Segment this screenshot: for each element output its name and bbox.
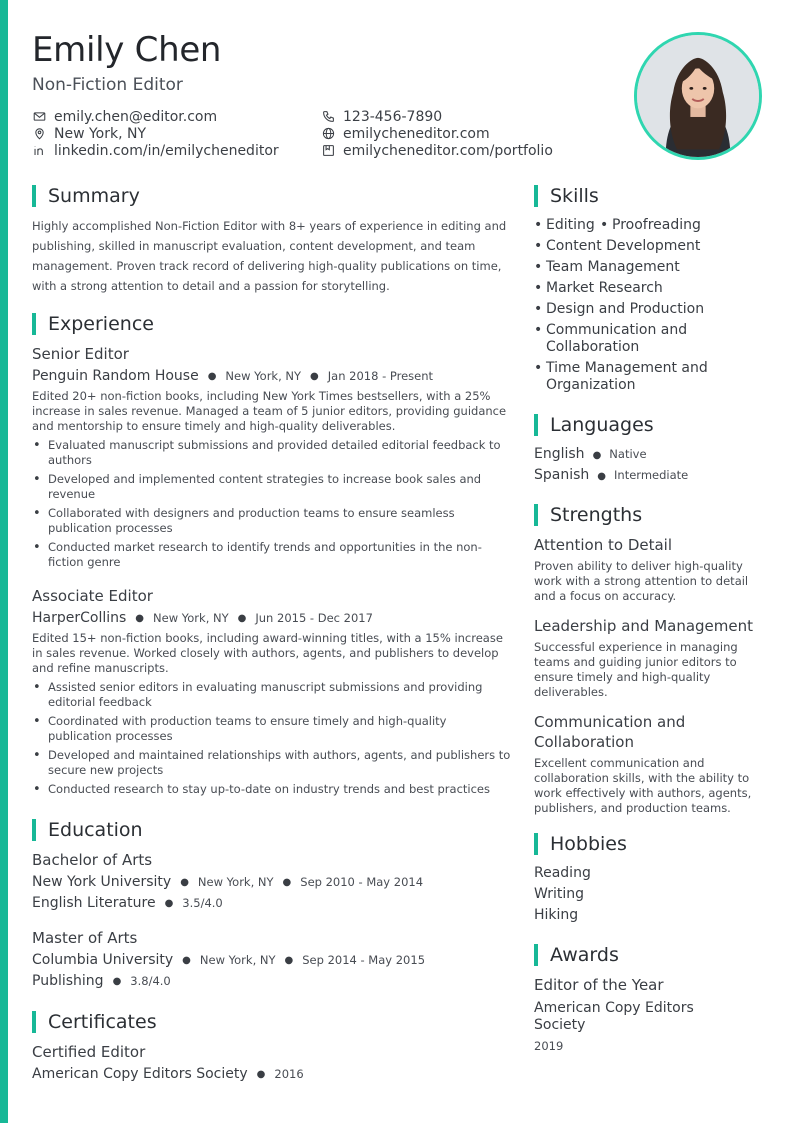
candidate-name: Emily Chen — [32, 30, 222, 70]
contact-list-left — [32, 108, 279, 159]
education-meta: New York University ● New York, NY ● Sep 2010 - May 2014 — [32, 874, 424, 890]
skill-item: • Team Management — [534, 259, 680, 276]
section-title-strengths — [534, 504, 642, 526]
list-item: • Conducted research to stay up-to-date on industry trends and best practices — [32, 782, 512, 797]
language-item: English ● Native — [534, 446, 647, 462]
section-title-languages — [534, 414, 654, 436]
contact-email[interactable] — [32, 108, 279, 125]
hobby-item: Reading — [534, 865, 591, 881]
award-title: Editor of the Year — [534, 976, 664, 994]
job-meta: HarperCollins ● New York, NY ● Jun 2015 - Dec 2017 — [32, 610, 373, 626]
skill-item: • Communication and Collaboration — [534, 322, 714, 356]
job-dates: Jun 2015 - Dec 2017 — [255, 611, 373, 625]
section-title-text: Hobbies — [550, 833, 627, 855]
education-dates: Sep 2014 - May 2015 — [302, 953, 426, 967]
section-accent — [32, 313, 36, 335]
education-field: Publishing ● 3.8/4.0 — [32, 973, 171, 989]
contact-linkedin-text: linkedin.com/in/emilycheneditor — [54, 142, 279, 159]
language-level: Intermediate — [614, 468, 689, 482]
education-dates: Sep 2010 - May 2014 — [300, 875, 424, 889]
skill-item: • Content Development — [534, 238, 700, 255]
section-accent — [534, 944, 538, 966]
section-accent — [534, 504, 538, 526]
job-dates: Jan 2018 - Present — [327, 369, 434, 383]
list-item: • Evaluated manuscript submissions and provided detailed editorial feedback to authors — [32, 438, 502, 468]
skill-item: • Proofreading — [600, 217, 701, 234]
contact-portfolio[interactable] — [321, 142, 553, 159]
award-issuer: American Copy Editors Society — [534, 1000, 694, 1033]
contact-list-right — [321, 108, 553, 159]
section-title-text: Education — [48, 819, 143, 841]
section-accent — [534, 833, 538, 855]
job-company: Penguin Random House — [32, 368, 199, 384]
section-title-skills — [534, 185, 599, 207]
section-title-text: Experience — [48, 313, 154, 335]
gpa: 3.8/4.0 — [130, 974, 171, 988]
list-item: • Collaborated with designers and production teams to ensure seamless publication processes — [32, 506, 502, 536]
job-bullets — [32, 438, 502, 574]
list-item: • Conducted market research to identify trends and opportunities in the non-fiction genre — [32, 540, 502, 570]
degree-title: Bachelor of Arts — [32, 851, 153, 869]
section-accent — [32, 819, 36, 841]
job-description: Edited 20+ non-fiction books, including New York Times bestsellers, with a 25% increase in sales revenue. Managed a team of 5 junior editors, providing guidance and mentorship to ensure timely and high-quality deliverables. — [32, 389, 507, 433]
contact-location-text: New York, NY — [54, 125, 147, 142]
contact-website-text: emilycheneditor.com — [343, 125, 490, 142]
globe-icon — [321, 127, 335, 141]
certificate-name: Certified Editor — [32, 1043, 146, 1061]
language-level: Native — [609, 447, 647, 461]
section-title-experience — [32, 313, 154, 335]
list-item: • Developed and implemented content strategies to increase book sales and revenue — [32, 472, 502, 502]
contact-location — [32, 125, 279, 142]
gpa: 3.5/4.0 — [182, 896, 223, 910]
mail-icon — [32, 110, 46, 124]
section-accent — [534, 185, 538, 207]
linkedin-icon — [32, 144, 46, 158]
contact-email-text: emily.chen@editor.com — [54, 108, 218, 125]
hobby-item: Hiking — [534, 907, 579, 923]
strength-text: Successful experience in managing teams and guiding junior editors to ensure timely and high-quality deliverables. — [534, 640, 738, 699]
school-name: New York University — [32, 874, 172, 890]
summary-text: Highly accomplished Non-Fiction Editor with 8+ years of experience in editing and publishing, skilled in manuscript evaluation, content development, and team management. Proven track record of delivering high-quality publications on time, with a strong attention to detail and a passion for storytelling. — [32, 219, 507, 293]
skill-item: • Editing — [534, 217, 595, 234]
job-bullets — [32, 680, 512, 801]
skill-item: • Market Research — [534, 280, 663, 297]
field-of-study: Publishing — [32, 973, 104, 989]
certificate-issuer: American Copy Editors Society — [32, 1066, 248, 1082]
section-title-education — [32, 819, 143, 841]
skill-item: • Time Management and Organization — [534, 360, 724, 394]
certificate-year: 2016 — [274, 1067, 304, 1081]
job-location: New York, NY — [225, 369, 302, 383]
location-icon — [32, 127, 46, 141]
section-accent — [32, 1011, 36, 1033]
candidate-role: Non-Fiction Editor — [32, 75, 183, 95]
list-item: • Assisted senior editors in evaluating manuscript submissions and providing editorial feedback — [32, 680, 512, 710]
section-accent — [32, 185, 36, 207]
section-title-text: Languages — [550, 414, 654, 436]
school-location: New York, NY — [197, 875, 274, 889]
contact-linkedin[interactable] — [32, 142, 279, 159]
section-title-text: Summary — [48, 185, 140, 207]
education-field: English Literature ● 3.5/4.0 — [32, 895, 223, 911]
section-accent — [534, 414, 538, 436]
section-title-text: Strengths — [550, 504, 643, 526]
award-year-wrap — [534, 1038, 563, 1054]
language-item: Spanish ● Intermediate — [534, 467, 689, 483]
section-title-awards — [534, 944, 619, 966]
job-location: New York, NY — [153, 611, 229, 625]
job-title: Associate Editor — [32, 587, 153, 605]
field-of-study: English Literature — [32, 895, 156, 911]
strength-text: Proven ability to deliver high-quality work with a strong attention to detail and a focus on accuracy. — [534, 559, 749, 603]
job-title: Senior Editor — [32, 345, 129, 363]
section-title-text: Skills — [550, 185, 599, 207]
contact-phone[interactable] — [321, 108, 553, 125]
section-title-hobbies — [534, 833, 627, 855]
language-name: Spanish — [534, 467, 590, 483]
strength-title: Attention to Detail — [534, 536, 673, 554]
portfolio-icon — [321, 144, 335, 158]
section-title-certificates — [32, 1011, 157, 1033]
job-description: Edited 15+ non-fiction books, including award-winning titles, with a 15% increase in sales revenue. Worked closely with authors, agents, and publishers to develop and refine manuscripts. — [32, 631, 503, 675]
certificate-meta: American Copy Editors Society ● 2016 — [32, 1066, 304, 1082]
accent-bar — [0, 0, 8, 1123]
degree-title: Master of Arts — [32, 929, 138, 947]
award-year: 2019 — [534, 1039, 564, 1053]
section-title-text: Certificates — [48, 1011, 157, 1033]
language-name: English — [534, 446, 585, 462]
contact-phone-text: 123-456-7890 — [343, 108, 443, 125]
job-meta: Penguin Random House ● New York, NY ● Jan 2018 - Present — [32, 368, 434, 384]
education-meta: Columbia University ● New York, NY ● Sep 2014 - May 2015 — [32, 952, 426, 968]
section-title-summary — [32, 185, 140, 207]
strength-text: Excellent communication and collaboration skills, with the ability to work effectively with authors, agents, publishers, and production teams. — [534, 756, 752, 815]
school-location: New York, NY — [199, 953, 276, 967]
strength-title: Communication and Collaboration — [534, 713, 686, 751]
phone-icon — [321, 110, 335, 124]
job-company: HarperCollins — [32, 610, 127, 626]
contact-portfolio-text: emilycheneditor.com/portfolio — [343, 142, 553, 159]
list-item: • Coordinated with production teams to ensure timely and high-quality publication processes — [32, 714, 512, 744]
hobby-item: Writing — [534, 886, 584, 902]
list-item: • Developed and maintained relationships with authors, agents, and publishers to secure new projects — [32, 748, 512, 778]
school-name: Columbia University — [32, 952, 174, 968]
skill-item: • Design and Production — [534, 301, 704, 318]
strength-title: Leadership and Management — [534, 617, 754, 635]
profile-photo — [634, 32, 762, 160]
contact-website[interactable] — [321, 125, 553, 142]
section-title-text: Awards — [550, 944, 619, 966]
